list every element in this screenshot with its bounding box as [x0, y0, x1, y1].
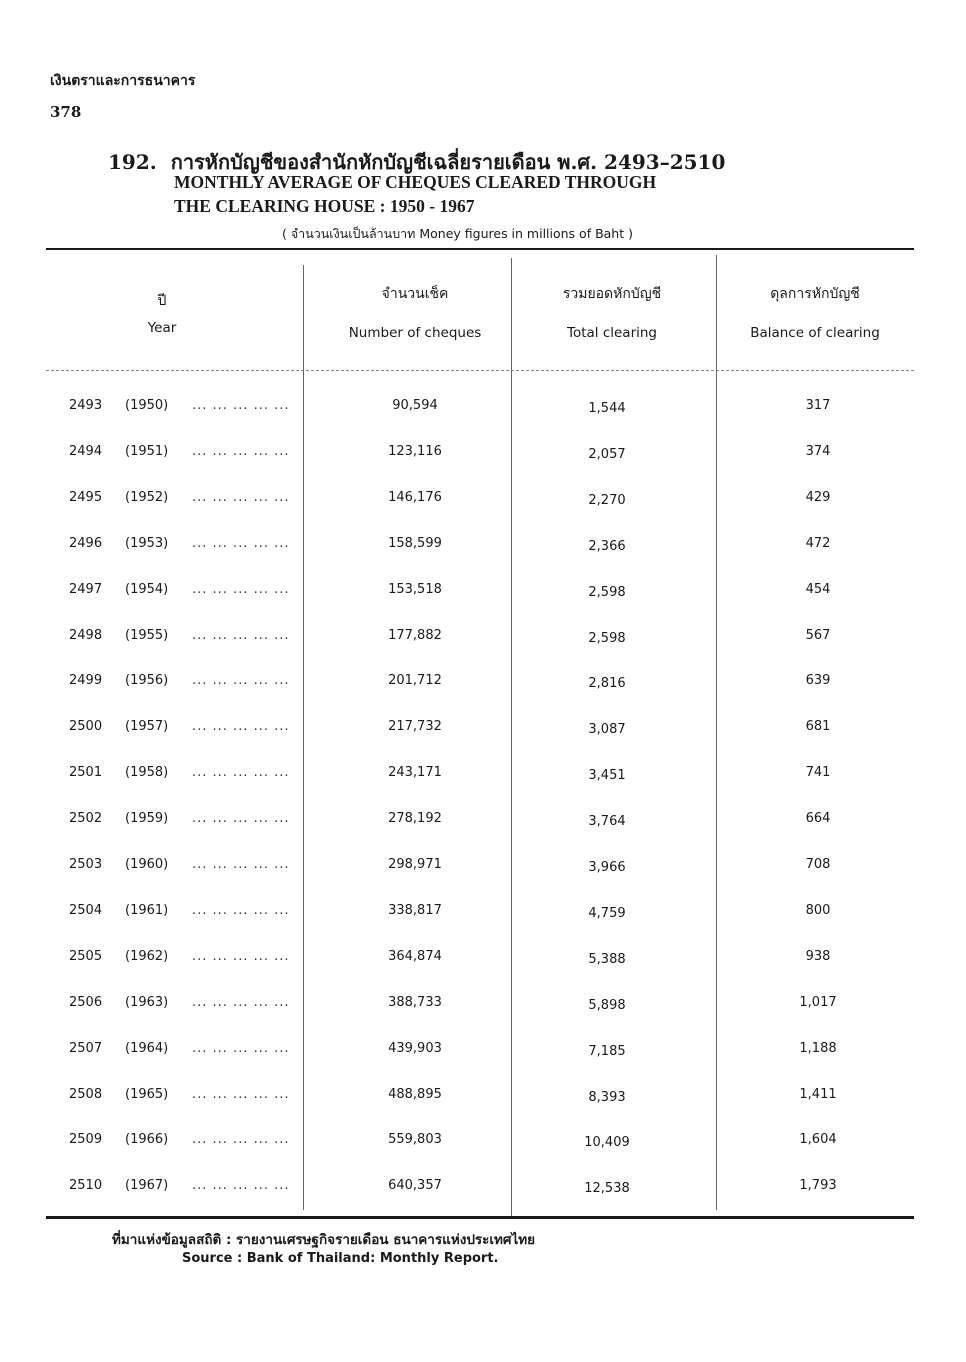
balance-cell: 741	[805, 765, 831, 781]
table-row	[0, 582, 966, 602]
cheques-cell: 201,712	[388, 673, 442, 689]
year-ce-cell: (1966)	[125, 1132, 169, 1148]
total-cell: 8,393	[588, 1089, 626, 1105]
table-row	[0, 811, 966, 831]
table-row	[0, 995, 966, 1015]
year-ce-cell: (1953)	[125, 535, 169, 551]
year-be-cell: 2499	[69, 673, 103, 689]
balance-cell: 567	[805, 627, 831, 643]
year-be-cell: 2496	[69, 535, 103, 551]
table-row	[0, 398, 966, 418]
balance-cell: 681	[805, 719, 831, 735]
total-cell: 2,816	[588, 676, 626, 692]
balance-cell: 1,017	[799, 994, 837, 1010]
total-cell: 1,544	[588, 401, 626, 416]
cheques-cell: 388,733	[388, 994, 442, 1010]
balance-cell: 317	[805, 398, 831, 413]
cheques-cell: 123,116	[388, 443, 442, 459]
cheques-cell: 158,599	[388, 535, 442, 551]
balance-cell: 1,411	[799, 1086, 837, 1102]
cheques-cell: 559,803	[388, 1132, 442, 1148]
year-be-cell: 2494	[69, 443, 103, 459]
year-ce-cell: (1955)	[125, 627, 169, 643]
total-cell: 12,538	[584, 1181, 630, 1197]
leader-dots: ... ... ... ... ...	[192, 948, 290, 964]
total-cell: 5,388	[588, 951, 626, 967]
year-ce-cell: (1963)	[125, 994, 169, 1010]
table-row	[0, 719, 966, 739]
header-year-thai: ปี	[157, 293, 167, 309]
leader-dots: ... ... ... ... ...	[192, 489, 290, 505]
running-head: เงินตราและการธนาคาร	[50, 73, 196, 89]
leader-dots: ... ... ... ... ...	[192, 581, 290, 597]
year-be-cell: 2507	[69, 1040, 103, 1056]
cheques-cell: 278,192	[388, 811, 442, 827]
header-total-english: Total clearing	[567, 325, 657, 341]
year-be-cell: 2500	[69, 719, 103, 735]
table-row	[0, 903, 966, 923]
year-ce-cell: (1957)	[125, 719, 169, 735]
table-row	[0, 1041, 966, 1061]
balance-cell: 472	[805, 535, 831, 551]
total-cell: 3,451	[588, 768, 626, 784]
header-balance	[715, 283, 915, 341]
title-english-line2: THE CLEARING HOUSE : 1950 - 1967	[174, 196, 475, 216]
year-be-cell: 2497	[69, 581, 103, 597]
cheques-cell: 439,903	[388, 1040, 442, 1056]
year-ce-cell: (1965)	[125, 1086, 169, 1102]
leader-dots: ... ... ... ... ...	[192, 994, 290, 1010]
leader-dots: ... ... ... ... ...	[192, 1086, 290, 1102]
year-ce-cell: (1958)	[125, 765, 169, 781]
year-be-cell: 2510	[69, 1178, 103, 1194]
year-be-cell: 2502	[69, 811, 103, 827]
cheques-cell: 243,171	[388, 765, 442, 781]
leader-dots: ... ... ... ... ...	[192, 398, 290, 413]
total-cell: 2,598	[588, 584, 626, 600]
header-total	[512, 283, 712, 341]
header-total-thai: รวมยอดหักบัญชี	[562, 286, 662, 302]
year-be-cell: 2505	[69, 948, 103, 964]
balance-cell: 639	[805, 673, 831, 689]
leader-dots: ... ... ... ... ...	[192, 673, 290, 689]
header-cheques-thai: จำนวนเช็ค	[381, 286, 449, 302]
year-ce-cell: (1959)	[125, 811, 169, 827]
table-row	[0, 673, 966, 693]
source-english: Source : Bank of Thailand: Monthly Report.	[182, 1251, 499, 1266]
year-be-cell: 2503	[69, 857, 103, 872]
unit-note: ( จำนวนเงินเป็นล้านบาท Money figures in millions of Baht )	[282, 226, 633, 241]
cheques-cell: 146,176	[388, 489, 442, 505]
balance-cell: 708	[805, 857, 831, 872]
leader-dots: ... ... ... ... ...	[192, 627, 290, 643]
year-ce-cell: (1954)	[125, 581, 169, 597]
header-cheques	[315, 283, 515, 341]
leader-dots: ... ... ... ... ...	[192, 1040, 290, 1056]
cheques-cell: 90,594	[392, 398, 438, 413]
source-thai: ที่มาแห่งข้อมูลสถิติ : รายงานเศรษฐกิจรายเดือน ธนาคารแห่งประเทศไทย	[112, 1232, 536, 1248]
leader-dots: ... ... ... ... ...	[192, 1178, 290, 1194]
table-row	[0, 949, 966, 969]
total-cell: 4,759	[588, 905, 626, 921]
year-ce-cell: (1952)	[125, 489, 169, 505]
balance-cell: 800	[805, 902, 831, 918]
year-ce-cell: (1961)	[125, 902, 169, 918]
cheques-cell: 177,882	[388, 627, 442, 643]
year-be-cell: 2498	[69, 627, 103, 643]
total-cell: 7,185	[588, 1043, 626, 1059]
balance-cell: 1,188	[799, 1040, 837, 1056]
year-be-cell: 2504	[69, 902, 103, 918]
cheques-cell: 298,971	[388, 857, 442, 872]
cheques-cell: 488,895	[388, 1086, 442, 1102]
header-year	[112, 290, 212, 336]
total-cell: 3,764	[588, 814, 626, 830]
leader-dots: ... ... ... ... ...	[192, 902, 290, 918]
total-cell: 3,087	[588, 722, 626, 738]
leader-dots: ... ... ... ... ...	[192, 765, 290, 781]
header-balance-english: Balance of clearing	[750, 325, 880, 341]
leader-dots: ... ... ... ... ...	[192, 857, 290, 872]
leader-dots: ... ... ... ... ...	[192, 443, 290, 459]
header-divider	[46, 370, 914, 371]
year-be-cell: 2501	[69, 765, 103, 781]
table-row	[0, 1178, 966, 1198]
title-thai: การหักบัญชีของสำนักหักบัญชีเฉลี่ยรายเดือน พ.ศ. 2493–2510	[170, 150, 726, 174]
total-cell: 2,366	[588, 538, 626, 554]
balance-cell: 1,604	[799, 1132, 837, 1148]
table-row	[0, 490, 966, 510]
leader-dots: ... ... ... ... ...	[192, 1132, 290, 1148]
table-top-rule	[46, 248, 914, 250]
year-be-cell: 2508	[69, 1086, 103, 1102]
balance-cell: 664	[805, 811, 831, 827]
page-number: 378	[50, 103, 82, 121]
year-be-cell: 2506	[69, 994, 103, 1010]
year-be-cell: 2509	[69, 1132, 103, 1148]
table-row	[0, 765, 966, 785]
balance-cell: 454	[805, 581, 831, 597]
year-ce-cell: (1964)	[125, 1040, 169, 1056]
balance-cell: 1,793	[799, 1178, 837, 1194]
total-cell: 3,966	[588, 860, 626, 875]
cheques-cell: 153,518	[388, 581, 442, 597]
table-row	[0, 1087, 966, 1107]
cheques-cell: 217,732	[388, 719, 442, 735]
table-row	[0, 857, 966, 877]
year-ce-cell: (1960)	[125, 857, 169, 872]
leader-dots: ... ... ... ... ...	[192, 535, 290, 551]
cheques-cell: 640,357	[388, 1178, 442, 1194]
year-ce-cell: (1951)	[125, 443, 169, 459]
year-be-cell: 2495	[69, 489, 103, 505]
cheques-cell: 364,874	[388, 948, 442, 964]
table-row	[0, 1132, 966, 1152]
title-english-line1: MONTHLY AVERAGE OF CHEQUES CLEARED THROUGH	[174, 172, 657, 192]
total-cell: 5,898	[588, 997, 626, 1013]
balance-cell: 938	[805, 948, 831, 964]
leader-dots: ... ... ... ... ...	[192, 811, 290, 827]
table-row	[0, 444, 966, 464]
header-balance-thai: ดุลการหักบัญชี	[770, 286, 860, 302]
total-cell: 2,598	[588, 630, 626, 646]
total-cell: 2,270	[588, 492, 626, 508]
year-ce-cell: (1950)	[125, 398, 169, 413]
table-row	[0, 628, 966, 648]
leader-dots: ... ... ... ... ...	[192, 719, 290, 735]
total-cell: 10,409	[584, 1135, 630, 1151]
table-number: 192.	[108, 150, 157, 174]
table-row	[0, 536, 966, 556]
year-ce-cell: (1956)	[125, 673, 169, 689]
header-cheques-english: Number of cheques	[348, 325, 482, 341]
balance-cell: 429	[805, 489, 831, 505]
year-ce-cell: (1967)	[125, 1178, 169, 1194]
table-bottom-rule	[46, 1216, 914, 1219]
year-ce-cell: (1962)	[125, 948, 169, 964]
year-be-cell: 2493	[69, 398, 103, 413]
cheques-cell: 338,817	[388, 902, 442, 918]
total-cell: 2,057	[588, 446, 626, 462]
balance-cell: 374	[805, 443, 831, 459]
header-year-english: Year	[147, 320, 177, 336]
